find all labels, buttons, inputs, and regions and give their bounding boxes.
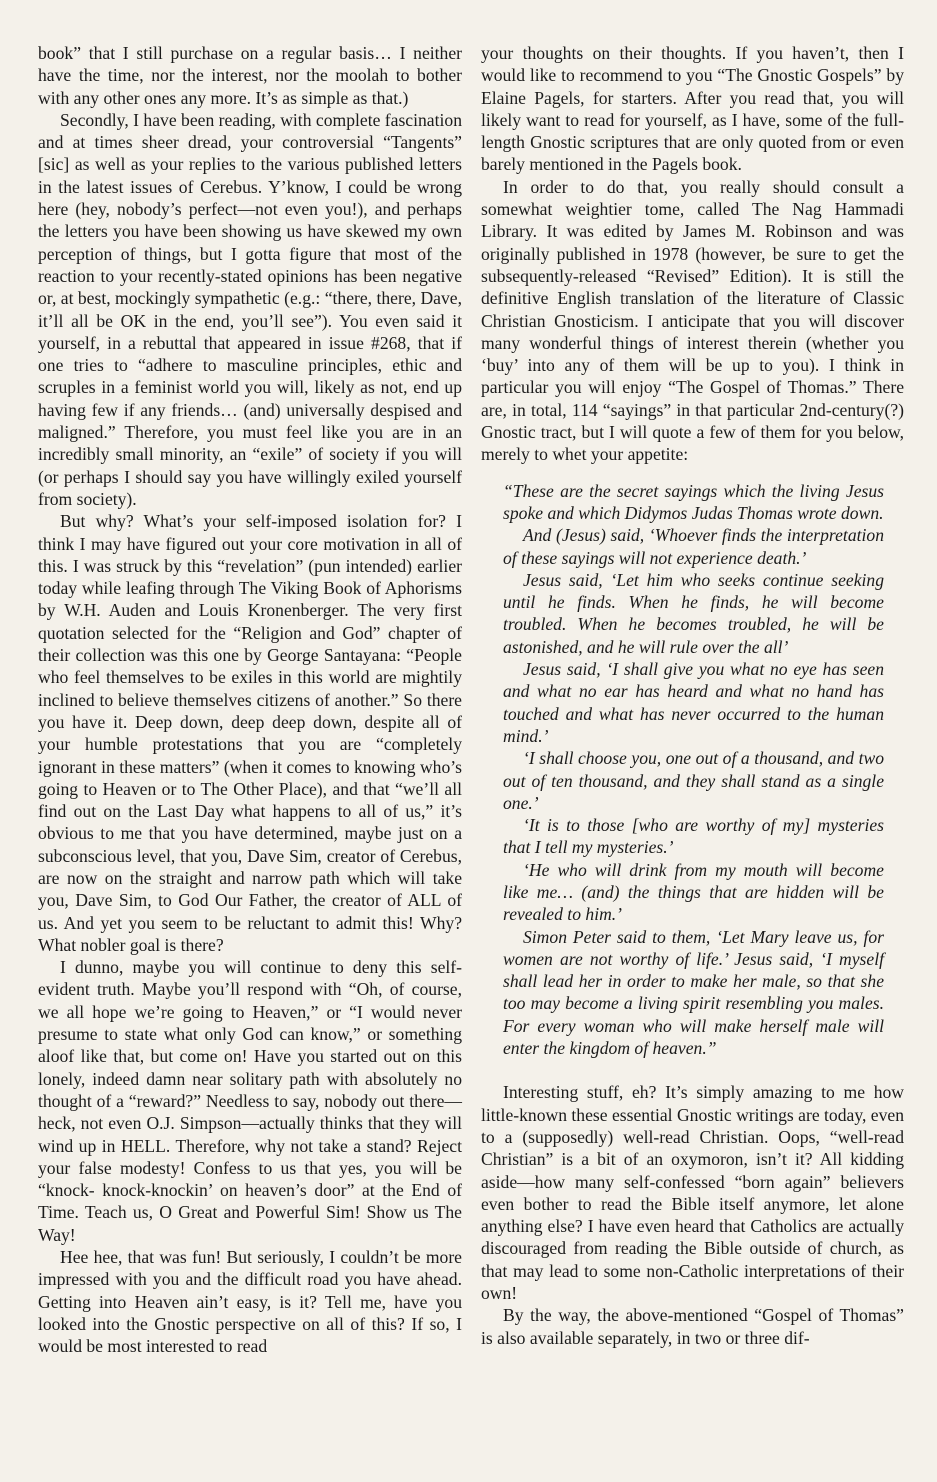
- paragraph: In order to do that, you really should consult a somewhat weightier tome, called The Nag Hammadi Library. It was edited by James M. Robinson and was originally published in 1978 (however, be sure to get the subsequently-released “Revised” Edition). It is still the definitive English translation of the literature of Classic Christian Gnosticism. I anticipate that you will discover many wonderful things of interest therein (whether you ‘buy’ into any of them will be up to you). I think in particular you will enjoy “The Gospel of Thomas.” There are, in total, 114 “sayings” in that particular 2nd-century(?) Gnostic tract, but I will quote a few of them for you below, merely to whet your appetite:: [481, 176, 904, 465]
- paragraph: I dunno, maybe you will continue to deny this self-evident truth. Maybe you’ll respond with “Oh, of course, we all hope we’re going to Heaven,” or “I would never presume to state what only God can know,” or something aloof like that, but come on! Have you started out on this lonely, indeed damn near solitary path with absolutely no thought of a “reward?” Needless to say, nobody out there—heck, not even O.J. Simpson—actually thinks that they will wind up in HELL. Therefore, why not take a stand? Reject your false modesty! Confess to us that yes, you will be “knock- knock-knockin’ on heaven’s door” at the End of Time. Teach us, O Great and Powerful Sim! Show us The Way!: [38, 957, 462, 1245]
- quote-line: And (Jesus) said, ‘Whoever finds the interpretation of these sayings will not experience death.’: [503, 525, 884, 568]
- right-column: [481, 42, 904, 1349]
- quote-line: Jesus said, ‘Let him who seeks continue seeking until he finds. When he finds, he will become troubled. When he becomes troubled, he will be astonished, and he will rule over the all’: [503, 569, 884, 657]
- paragraph: Secondly, I have been reading, with complete fascination and at times sheer dread, your controversial “Tangents” [sic] as well as your replies to the various published letters in the latest issues of Cerebus. Y’know, I could be wrong here (hey, nobody’s perfect—not even you!), and perhaps the letters you have been showing us have skewed my own perception of things, but I gotta figure that most of the reaction to your recently-stated opinions has been negative or, at best, mockingly sympathetic (e.g.: “there, there, Dave, it’ll all be OK in the end, you’ll see”). You even said it yourself, in a rebuttal that appeared in issue #268, that if one tries to “adhere to masculine principles, ethic and scruples in a feminist world you will, likely as not, end up having few if any friends… (and) universally despised and maligned.” Therefore, you must feel like you are in an incredibly small minority, an “exile” of society if you will (or perhaps I should say you have willingly exiled yourself from society).: [38, 109, 462, 509]
- quote-line: “These are the secret sayings which the living Jesus spoke and which Didymos Judas Thomas wrote down.: [503, 480, 884, 523]
- quote-line: ‘He who will drink from my mouth will become like me… (and) the things that are hidden will be revealed to him.’: [503, 859, 884, 925]
- left-column: [38, 42, 462, 1358]
- gospel-quote-block: [503, 480, 884, 1060]
- paragraph: By the way, the above-mentioned “Gospel of Thomas” is also available separately, in two or three dif-: [481, 1305, 904, 1348]
- quote-line: ‘It is to those [who are worthy of my] mysteries that I tell my mysteries.’: [503, 815, 884, 858]
- spacer: [481, 1059, 904, 1081]
- quote-line: ‘I shall choose you, one out of a thousand, and two out of ten thousand, and they shall stand as a single one.’: [503, 748, 884, 813]
- paragraph: But why? What’s your self-imposed isolation for? I think I may have figured out your core motivation in all of this. I was struck by this “revelation” (pun intended) earlier today while leafing through The Viking Book of Aphorisms by W.H. Auden and Louis Kronenberger. The very first quotation selected for the “Religion and God” chapter of their collection was this one by George Santayana: “People who feel themselves to be exiles in this world are mightily inclined to believe themselves citizens of another.” So there you have it. Deep down, deep deep down, despite all of your humble protestations that you are “completely ignorant in these matters” (when it comes to knowing who’s going to Heaven or to The Other Place), and that “we’ll all find out on the Last Day what happens to all of us,” it’s obvious to me that you have determined, maybe just on a subconscious level, that you, Dave Sim, creator of Cerebus, are now on the straight and narrow path which will take you, Dave Sim, to God Our Father, the creator of ALL of us. And yet you seem to be reluctant to admit this! Why? What nobler goal is there?: [38, 511, 462, 955]
- quote-line: Simon Peter said to them, ‘Let Mary leave us, for women are not worthy of life.’ Jesus said, ‘I myself shall lead her in order to make her male, so that she too may become a living spirit resembling you males. For every woman who will make herself male will enter the kingdom of heaven.”: [503, 926, 884, 1059]
- paragraph: your thoughts on their thoughts. If you haven’t, then I would like to recommend to you “The Gnostic Gospels” by Elaine Pagels, for starters. After you read that, you will likely want to read for yourself, as I have, some of the full-length Gnostic scriptures that are only quoted from or even barely mentioned in the Pagels book.: [481, 43, 904, 175]
- paragraph: Hee hee, that was fun! But seriously, I couldn’t be more impressed with you and the difficult road you have ahead. Getting into Heaven ain’t easy, is it? Tell me, have you looked into the Gnostic perspective on all of this? If so, I would be most interested to read: [38, 1247, 462, 1357]
- quote-line: Jesus said, ‘I shall give you what no eye has seen and what no ear has heard and what no hand has touched and what has never occurred to the human mind.’: [503, 659, 884, 746]
- paragraph: book” that I still purchase on a regular basis… I neither have the time, nor the interest, nor the moolah to bother with any other ones any more. It’s as simple as that.): [38, 43, 462, 108]
- paragraph: Interesting stuff, eh? It’s simply amazing to me how little-known these essential Gnostic writings are today, even to a (supposedly) well-read Christian. Oops, “well-read Christian” is a bit of an oxymoron, isn’t it? All kidding aside—how many self-confessed “born again” believers even bother to read the Bible itself anymore, let alone anything else? I have even heard that Catholics are actually discouraged from reading the Bible outside of church, as that may lead to some non-Catholic interpretations of their own!: [481, 1082, 904, 1304]
